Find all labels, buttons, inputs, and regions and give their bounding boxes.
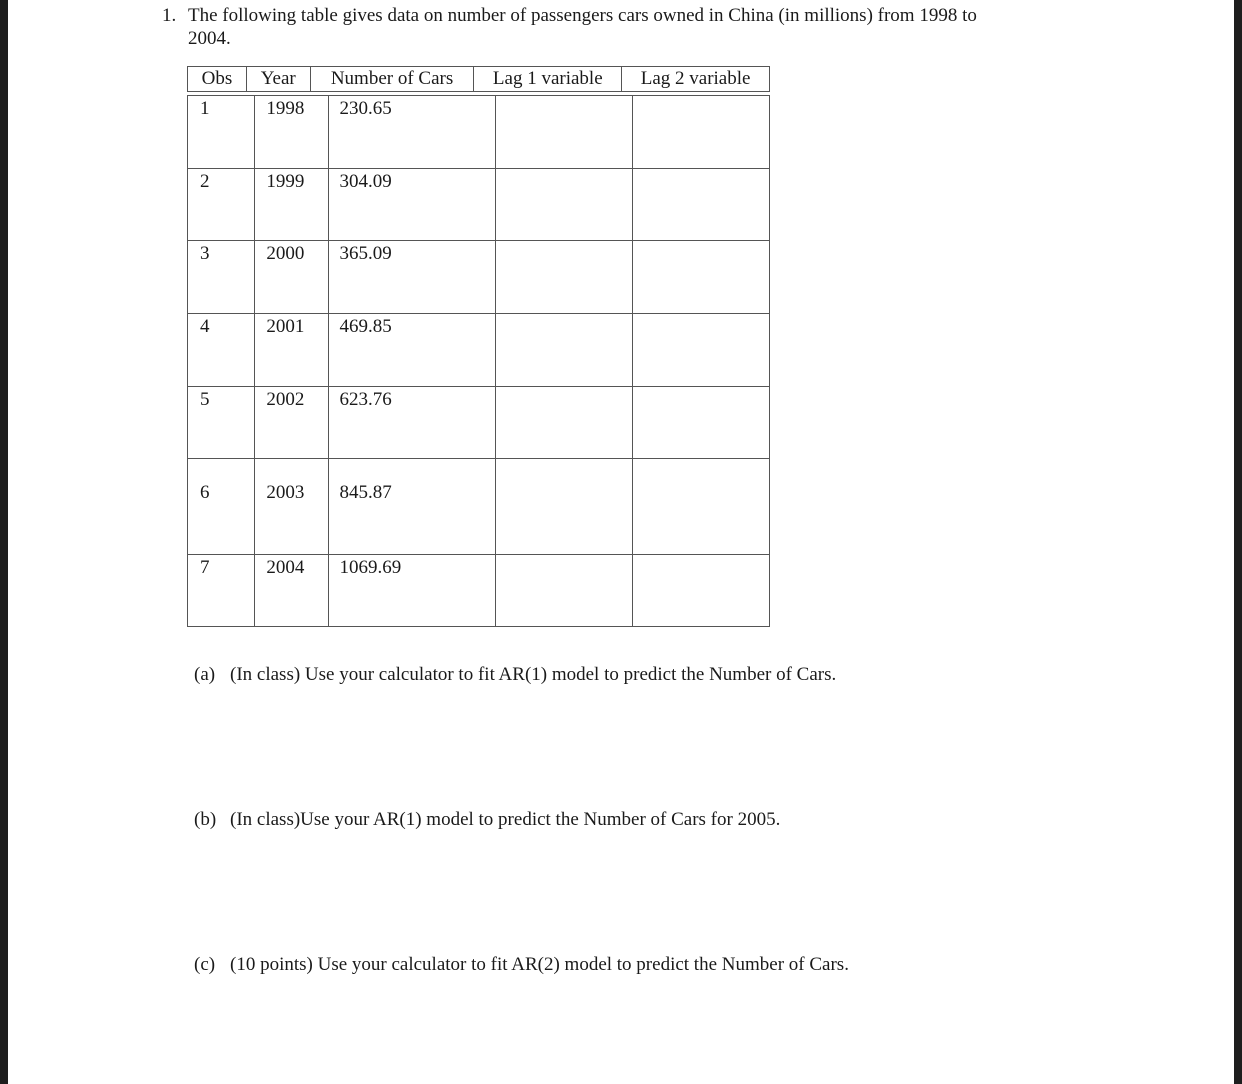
part-c [194,954,849,976]
table-row [188,459,770,555]
part-b-text: (In class)Use your AR(1) model to predict the Number of Cars for 2005. [230,809,781,830]
cell-cars: 845.87 [328,459,495,555]
question-text-line1: The following table gives data on number of passengers cars owned in China (in millions) from 1998 to [188,5,977,26]
cell-lag2 [632,555,769,627]
window-frame-left [0,0,8,1084]
table-row [188,96,770,169]
cell-obs: 5 [188,387,255,459]
data-table [187,95,770,627]
cell-lag1 [495,387,632,459]
cell-lag2 [632,387,769,459]
cell-lag2 [632,241,769,314]
cell-year: 2000 [255,241,328,314]
cell-lag1 [495,555,632,627]
table-row [188,314,770,387]
cell-cars: 623.76 [328,387,495,459]
cell-obs: 7 [188,555,255,627]
cell-cars: 304.09 [328,169,495,241]
cell-year: 2002 [255,387,328,459]
header-row [188,67,770,92]
part-a-label: (a) [194,664,216,685]
header-number-of-cars: Number of Cars [310,67,474,92]
cell-year: 1999 [255,169,328,241]
table-row [188,555,770,627]
header-lag2: Lag 2 variable [622,67,770,92]
part-b-label: (b) [194,809,217,830]
header-year: Year [246,67,310,92]
cell-lag1 [495,96,632,169]
table-row [188,387,770,459]
cell-cars: 230.65 [328,96,495,169]
question-text-line2: 2004. [188,28,231,49]
cell-lag1 [495,241,632,314]
question-number: 1. [162,5,177,26]
cell-cars: 365.09 [328,241,495,314]
cell-obs: 3 [188,241,255,314]
table-header [187,66,770,92]
table-row [188,241,770,314]
table-row [188,169,770,241]
cell-lag2 [632,96,769,169]
cell-lag1 [495,169,632,241]
window-frame-right [1234,0,1242,1084]
header-lag1: Lag 1 variable [474,67,622,92]
cell-obs: 2 [188,169,255,241]
cell-cars: 1069.69 [328,555,495,627]
cell-lag2 [632,459,769,555]
cell-cars: 469.85 [328,314,495,387]
cell-year: 1998 [255,96,328,169]
part-c-text: (10 points) Use your calculator to fit AR(2) model to predict the Number of Cars. [230,954,849,975]
part-c-label: (c) [194,954,216,975]
cell-obs: 1 [188,96,255,169]
part-b [194,809,780,831]
cell-lag2 [632,169,769,241]
cell-lag1 [495,314,632,387]
cell-year: 2003 [255,459,328,555]
cell-year: 2004 [255,555,328,627]
cell-obs: 4 [188,314,255,387]
cell-year: 2001 [255,314,328,387]
cell-lag1 [495,459,632,555]
cell-lag2 [632,314,769,387]
cell-obs: 6 [188,459,255,555]
part-a-text: (In class) Use your calculator to fit AR(1) model to predict the Number of Cars. [230,664,837,685]
part-a [194,664,836,686]
header-obs: Obs [188,67,247,92]
